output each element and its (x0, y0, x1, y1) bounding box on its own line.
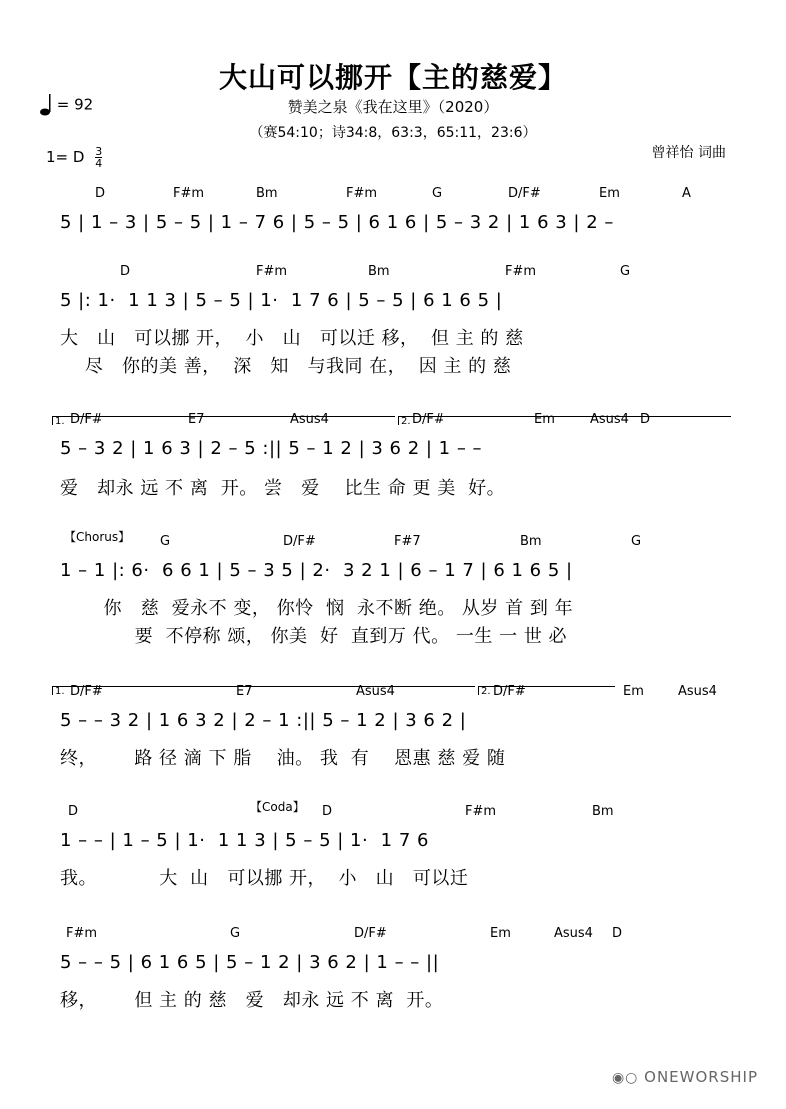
lyrics-verse2-row-4 (60, 622, 730, 648)
chord-symbol: D (640, 412, 651, 427)
chord-symbol: F#m (346, 186, 378, 201)
key-signature (46, 146, 102, 169)
notation-row-3 (60, 438, 730, 459)
lyric-line: 移， 但 主 的 慈 爱 却永 远 不 离 开。 (60, 990, 444, 1011)
chord-row-4 (0, 534, 786, 554)
song-title: 大山可以挪开【主的慈爱】 (218, 61, 567, 94)
notation-row-6 (60, 830, 730, 851)
chord-symbol: F#m (465, 804, 497, 819)
lyric-line: 终， 路 径 滴 下 脂 油。 我 有 恩惠 慈 爱 随 (60, 748, 506, 769)
chord-symbol: D/F# (412, 412, 445, 427)
volta-label: 2. (481, 686, 491, 697)
lyric-line: 大 山 可以挪 开， 小 山 可以迁 移， 但 主 的 慈 (60, 328, 524, 349)
watermark (612, 1068, 758, 1086)
chord-symbol: E7 (236, 684, 253, 699)
lyrics-verse1-row-3 (60, 474, 730, 500)
chord-symbol: Bm (520, 534, 542, 549)
lyric-line: 要 不停称 颂， 你美 好 直到万 代。 一生 一 世 必 (60, 626, 568, 647)
chord-row-7 (0, 926, 786, 946)
chord-row-3 (0, 412, 786, 432)
chord-symbol: D/F# (354, 926, 387, 941)
lyrics-verse1-row-5 (60, 744, 730, 770)
jianpu-notes: 5 – – 5 | 6 1 6 5 | 5 – 1 2 | 3 6 2 | 1 – – || (60, 952, 440, 973)
chord-symbol: D (68, 804, 79, 819)
chord-symbol: Em (599, 186, 620, 201)
jianpu-notes: 1 – – | 1 – 5 | 1· 1 1 3 | 5 – 5 | 1· 1 7 6 (60, 830, 429, 851)
notation-row-4 (60, 560, 730, 581)
chorus-tag: 【Chorus】 (64, 530, 131, 544)
notation-row-2 (60, 290, 730, 311)
jianpu-notes: 5 |: 1· 1 1 3 | 5 – 5 | 1· 1 7 6 | 5 – 5 | 6 1 6 5 | (60, 290, 503, 311)
lyrics-verse2-row-2 (60, 352, 730, 378)
chord-symbol: A (682, 186, 691, 201)
notation-row-5 (60, 710, 730, 731)
chord-symbol: D/F# (508, 186, 541, 201)
coda-tag: 【Coda】 (250, 800, 305, 814)
jianpu-notes: 1 – 1 |: 6· 6 6 1 | 5 – 3 5 | 2· 3 2 1 | 6 – 1 7 | 6 1 6 5 | (60, 560, 573, 581)
chord-symbol: Em (534, 412, 555, 427)
chord-symbol: D (120, 264, 131, 279)
chord-symbol: Bm (256, 186, 278, 201)
chord-symbol: Em (490, 926, 511, 941)
chord-symbol: Asus4 (290, 412, 329, 427)
chord-symbol: G (620, 264, 631, 279)
lyric-line: 尽 你的美 善， 深 知 与我同 在， 因 主 的 慈 (60, 356, 512, 377)
notation-row-1 (60, 212, 730, 233)
volta-label: 1. (55, 686, 65, 697)
notation-row-7 (60, 952, 730, 973)
time-signature (95, 146, 102, 169)
chord-symbol: D/F# (283, 534, 316, 549)
wechat-icon: ◉○ (611, 1070, 639, 1086)
jianpu-notes: 5 – 3 2 | 1 6 3 | 2 – 5 :|| 5 – 1 2 | 3 6 2 | 1 – – (60, 438, 489, 459)
lyrics-verse1-row-6 (60, 864, 730, 890)
chord-symbol: F#7 (394, 534, 421, 549)
chord-symbol: Asus4 (590, 412, 629, 427)
chord-symbol: D (322, 804, 333, 819)
chord-symbol: Asus4 (356, 684, 395, 699)
lyric-line: 爱 却永 远 不 离 开。 尝 爱 比生 命 更 美 好。 (60, 478, 506, 499)
jianpu-notes: 5 | 1 – 3 | 5 – 5 | 1 – 7 6 | 5 – 5 | 6 1 6 | 5 – 3 2 | 1 6 3 | 2 – (60, 212, 614, 233)
chord-symbol: G (160, 534, 171, 549)
chord-symbol: D (95, 186, 106, 201)
volta-label: 2. (401, 416, 411, 427)
chord-row-5 (0, 684, 786, 704)
chord-symbol: D/F# (70, 412, 103, 427)
chord-symbol: Bm (592, 804, 614, 819)
lyric-line: 你 慈 爱永不 变， 你怜 悯 永不断 绝。 从岁 首 到 年 (60, 598, 574, 619)
chord-row-2 (0, 264, 786, 284)
watermark-text: ONEWORSHIP (644, 1068, 758, 1086)
chord-symbol: Em (623, 684, 644, 699)
chord-symbol: E7 (188, 412, 205, 427)
scripture-references: （赛54:10；诗34:8，63:3，65:11，23:6） (249, 125, 537, 141)
chord-symbol: F#m (66, 926, 98, 941)
time-signature-bottom: 4 (95, 157, 103, 170)
time-signature-top: 3 (95, 145, 103, 158)
lyric-line: 我。 大 山 可以挪 开， 小 山 可以迁 (60, 868, 469, 889)
composer-credit: 曾祥怡 词曲 (651, 145, 726, 161)
tempo-value: = 92 (56, 95, 94, 114)
volta-label: 1. (55, 416, 65, 427)
chord-symbol: D (612, 926, 623, 941)
chord-symbol: G (631, 534, 642, 549)
chord-symbol: Asus4 (554, 926, 593, 941)
chord-symbol: Bm (368, 264, 390, 279)
chord-symbol: Asus4 (678, 684, 717, 699)
key-value: 1= D (46, 148, 85, 166)
chord-symbol: D/F# (70, 684, 103, 699)
chord-row-1 (0, 186, 786, 206)
chord-row-6 (0, 804, 786, 824)
chord-symbol: G (230, 926, 241, 941)
chord-symbol: F#m (256, 264, 288, 279)
chord-symbol: F#m (505, 264, 537, 279)
lyrics-verse1-row-2 (60, 324, 730, 350)
jianpu-notes: 5 – – 3 2 | 1 6 3 2 | 2 – 1 :|| 5 – 1 2 | 3 6 2 | (60, 710, 467, 731)
lyrics-verse1-row-4 (60, 594, 730, 620)
lyrics-verse1-row-7 (60, 986, 730, 1012)
chord-symbol: D/F# (493, 684, 526, 699)
chord-symbol: F#m (173, 186, 205, 201)
album-subtitle: 赞美之泉《我在这里》（2020） (287, 98, 499, 116)
chord-symbol: G (432, 186, 443, 201)
